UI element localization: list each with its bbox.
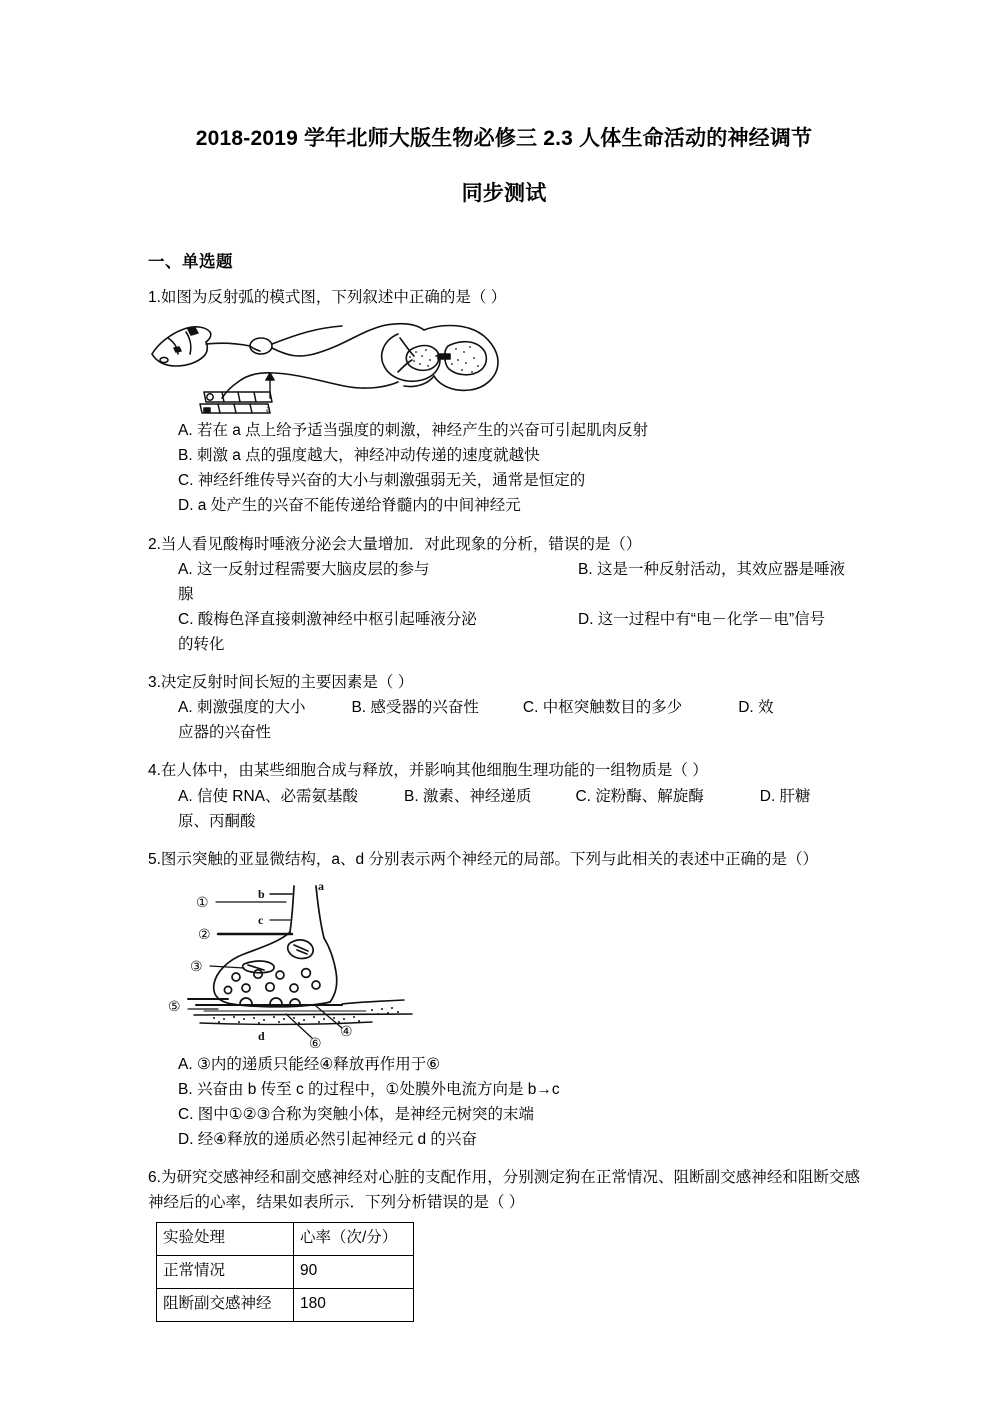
option-d: D. 这一过程中有“电－化学－电”信号 (578, 610, 826, 628)
table-cell-heart-rate: 180 (294, 1288, 414, 1321)
reflex-arc-label-a: a (266, 404, 271, 415)
option-c: C. 酸梅色泽直接刺激神经中枢引起唾液分泌 (178, 610, 477, 628)
synapse-label-d: d (258, 1028, 265, 1043)
option-b: B. 兴奋由 b 传至 c 的过程中，①处膜外电流方向是 b→c (178, 1080, 560, 1098)
option-d-continued: 的转化 (178, 635, 225, 653)
section-heading: 一、单选题 (148, 253, 233, 271)
question-3 (148, 657, 860, 745)
question-5 (148, 834, 860, 1153)
question-3-stem: 3.决定反射时间长短的主要因素是（ ） (148, 674, 414, 692)
option-a: A. 若在 a 点上给予适当强度的刺激，神经产生的兴奋可引起肌肉反射 (178, 422, 649, 440)
reflex-arc-diagram (148, 310, 860, 418)
option-d: D. a 处产生的兴奋不能传递给脊髓内的中间神经元 (178, 497, 521, 515)
option-b: B. 激素、神经递质 (403, 787, 532, 805)
synapse-label-4: ④ (340, 1022, 353, 1039)
question-5-stem: 5.图示突触的亚显微结构，a、d 分别表示两个神经元的局部。下列与此相关的表述中正确的是（） (148, 850, 818, 868)
table-header-row (157, 1222, 414, 1255)
reflex-arc-figure (148, 316, 508, 414)
synapse-label-2: ② (198, 925, 211, 942)
question-3-options (148, 695, 860, 720)
question-2-options-row-2 (148, 607, 860, 632)
option-a: A. 刺激强度的大小 (178, 699, 306, 717)
table-cell-heart-rate: 90 (294, 1255, 414, 1288)
option-c: C. 神经纤维传导兴奋的大小与刺激强弱无关，通常是恒定的 (178, 472, 586, 490)
table-cell-treatment: 阻断副交感神经 (157, 1288, 294, 1321)
option-b: B. 刺激 a 点的强度越大，神经冲动传递的速度就越快 (178, 447, 540, 465)
option-d-continued: 应器的兴奋性 (178, 724, 272, 742)
option-b: B. 这是一种反射活动，其效应器是唾液 (578, 560, 845, 578)
synapse-label-5: ⑤ (168, 997, 181, 1014)
table-row (157, 1288, 414, 1321)
synapse-label-c: c (258, 912, 264, 927)
question-1-options (148, 418, 860, 518)
question-2-options-row-1 (148, 557, 860, 582)
option-c: C. 淀粉酶、解旋酶 (575, 787, 704, 805)
question-2-stem: 2.当人看见酸梅时唾液分泌会大量增加．对此现象的分析，错误的是（） (148, 535, 642, 553)
question-4-stem: 4.在人体中，由某些细胞合成与释放，并影响其他细胞生理功能的一组物质是（ ） (148, 762, 708, 780)
question-2 (148, 519, 860, 658)
table-cell-treatment: 正常情况 (157, 1255, 294, 1288)
synapse-label-a: a (318, 878, 324, 893)
question-1 (148, 272, 860, 519)
synapse-diagram (148, 872, 860, 1052)
option-b-continued: 腺 (178, 585, 194, 603)
question-1-stem: 1.如图为反射弧的模式图，下列叙述中正确的是（ ） (148, 289, 507, 306)
option-c: C. 中枢突触数目的多少 (522, 699, 683, 717)
option-d: D. 经④释放的递质必然引起神经元 d 的兴奋 (178, 1131, 477, 1149)
page-title (148, 0, 860, 204)
option-d-continued: 原、丙酮酸 (178, 812, 256, 830)
option-a: A. 信使 RNA、必需氨基酸 (178, 787, 358, 805)
table-header-heart-rate: 心率（次/分） (294, 1222, 414, 1255)
synapse-label-1: ① (196, 893, 209, 910)
table-header-treatment: 实验处理 (157, 1222, 294, 1255)
option-d: D. 肝糖 (759, 787, 811, 805)
question-5-options (148, 1052, 860, 1152)
option-b: B. 感受器的兴奋性 (351, 699, 479, 717)
synapse-figure (166, 878, 466, 1048)
option-a: A. 这一反射过程需要大脑皮层的参与 (178, 560, 430, 578)
option-c: C. 图中①②③合称为突触小体，是神经元树突的末端 (178, 1106, 534, 1124)
question-4 (148, 745, 860, 833)
synapse-label-3: ③ (190, 957, 203, 974)
question-4-options (148, 784, 860, 809)
question-6 (148, 1152, 860, 1321)
page-title-line2: 同步测试 (461, 182, 547, 205)
synapse-label-6: ⑥ (309, 1034, 322, 1048)
option-a: A. ③内的递质只能经④释放再作用于⑥ (178, 1055, 441, 1073)
table-row (157, 1255, 414, 1288)
page-title-line1: 2018-2019 学年北师大版生物必修三 2.3 人体生命活动的神经调节 (195, 127, 813, 150)
heart-rate-table (156, 1222, 414, 1322)
option-d: D. 效 (738, 699, 774, 717)
synapse-label-b: b (258, 886, 265, 901)
question-6-stem: 6.为研究交感神经和副交感神经对心脏的支配作用，分别测定狗在正常情况、阻断副交感神经和阻断交感神经后的心率，结果如表所示．下列分析错误的是（ ） (148, 1169, 860, 1212)
